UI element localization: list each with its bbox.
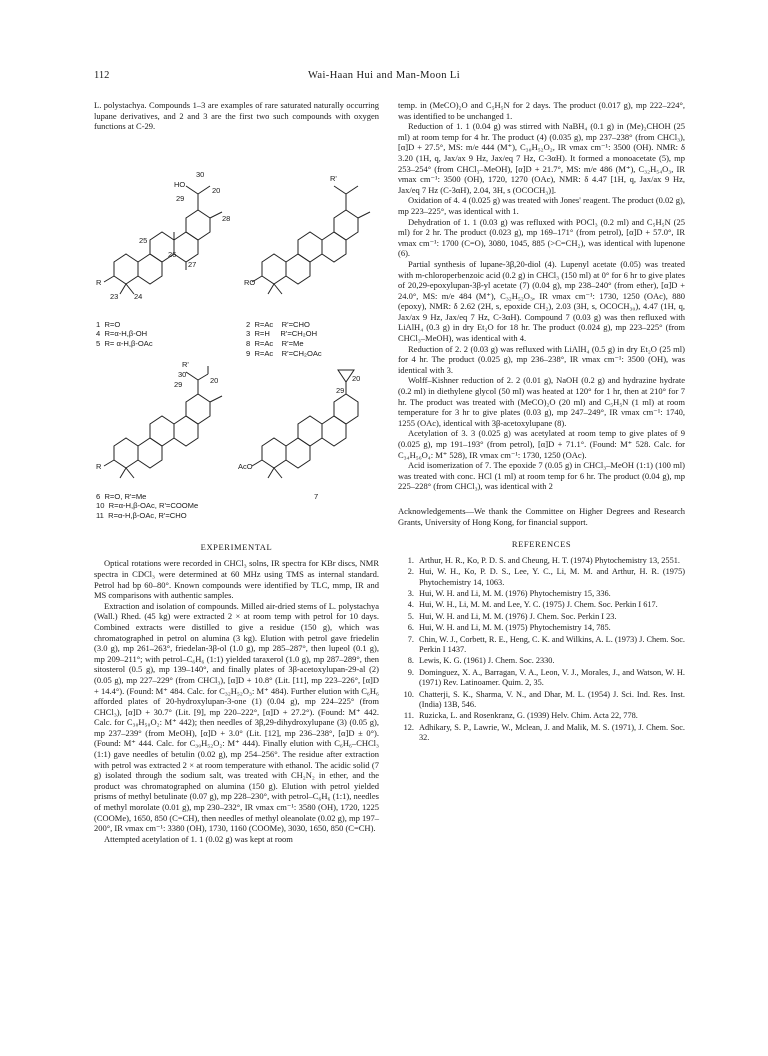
paragraph: Dehydration of 1. 1 (0.03 g) was refluxed with POCl₃ (0.2 ml) and C₅H₅N (25 ml) for 2 hr. The product (0.023 g), mp 169–171° (from petrol), [α]D + 57.0°, IR νmax cm⁻¹: 1700 (C=O), 3080, 1045, 885 (>C=CH₂), was identical with lupenone (6). xyxy=(398,216,685,259)
paragraph: Reduction of 1. 1 (0.04 g) was stirred with NaBH₄ (0.1 g) in (Me)₂CHOH (25 ml) at room temp for 4 hr. The product (4) (0.035 g), mp 237–238° (from CHCl₃), [α]D + 27.5°, MS: m/e 444 (M⁺), C₃₀H₅₂O₂, IR νmax cm⁻¹: 3500 (OH). NMR: δ 3.20 (1H, q, Jax/ax 9 Hz, Jax/eq 7 Hz, C-3αH). It formed a monoacetate (5), mp 253–254° (from CHCl₃–MeOH), [α]D + 21.7°, MS: m/e 486 (M⁺), C₃₂H₅₄O₃, IR νmax cm⁻¹: 3500 (OH), 1720, 1270 (OAc), NMR: δ 4.47 [1H, q, Jax/ax 9 Hz, Jax/eq 7 Hz (C-3αH), 2.04, 3H, s (OCOCH₃)]. xyxy=(398,121,685,195)
reference-number: 6. xyxy=(407,623,414,633)
section-title: EXPERIMENTAL xyxy=(200,541,273,552)
paragraph: Attempted acetylation of 1. 1 (0.02 g) was kept at room xyxy=(104,833,293,844)
atom-label: 29 xyxy=(174,379,183,389)
atom-label: AcO xyxy=(238,461,253,471)
reference-number: 5. xyxy=(407,611,414,621)
paragraph: Reduction of 2. 2 (0.03 g) was refluxed with LiAlH₄ (0.5 g) in dry Et₂O (25 ml) for 4 hr. The product (0.025 g), mp 236–238°, IR νmax cm⁻¹: 3500 (OH), was identical with 3. xyxy=(398,343,685,375)
reference-item xyxy=(398,567,685,588)
structure-caption: 2 R=Ac R'=CHO 3 R=H R'=CH₂OH 8 R=Ac R'=Me 9 R=Ac R'=CH₂OAc xyxy=(246,319,322,358)
reference-number: 7. xyxy=(407,634,414,644)
structure-figure xyxy=(94,132,379,530)
references-list xyxy=(398,556,685,744)
reference-item xyxy=(398,656,685,666)
structure-lupane-3 xyxy=(94,360,234,490)
structure-lupane-1 xyxy=(94,142,234,312)
atom-label: HO xyxy=(174,179,186,189)
reference-number: 9. xyxy=(407,667,414,677)
acknowledgements-text: Acknowledgements—We thank the Committee on Higher Degrees and Research Grants, University of Hong Kong, for financial support. xyxy=(398,505,685,527)
atom-label: 20 xyxy=(352,373,361,383)
atom-label: 24 xyxy=(134,291,143,301)
atom-label: 26 xyxy=(168,249,177,259)
references-title: REFERENCES xyxy=(511,539,572,550)
atom-label: R xyxy=(96,277,102,287)
reference-text: Arthur, H. R., Ko, P. D. S. and Cheung, H. T. (1974) Phytochemistry 13, 2551. xyxy=(419,555,680,565)
structure-caption: 1 R=O 4 R=α-H,β-OH 5 R= α-H,β-OAc xyxy=(96,319,153,348)
paragraph: Extraction and isolation of compounds. Milled air-dried stems of L. polystachya (Wall.) Rhed. (45 kg) were extracted 2 × at room temp with petrol for 10 days. Combined extracts were distilled to give a residue (150 g), which was chromatographed in petrol on alumina (3 kg). Elution with petrol gave friedelin (3.0 g), mp 261–263°, friedelan-3β-ol (1.0 g), mp 285–287°, then lupeol (0.1 g), mp 209–211°; with petrol–C₆H₆ (1:1) yielded taraxerol (1.0 g), mp 287–289°, then sitosterol (0.5 g), mp 139–140°, and finally plates of 3β-acetoxylupan-29-al (2) (0.05 g), mp 227–229° (from CHCl₃), [α]D + 10.8° (Lit. [11], mp 223–226°, [α]D + 14.4°). (Found: M⁺ 484. Calc. for C₃₂H₅₂O₃: M⁺ 484). Further elution with C₆H₆ afforded plates of 20-hydroxylupan-3-one (1) (0.04 g), mp 224–225° (from CHCl₃), [α]D + 30.7° (Lit. [9], mp 220–222°, [α]D + 27.2°). (Found: M⁺ 442. Calc. for C₃₀H₅₀O₂: M⁺ 442); then needles of 3β,29-dihydroxylupane (3) (0.05 g), mp 237–239° (from MeOH), [α]D + 3.0° (Lit. [12], mp 236–238°, [α]D ± 0°). (Found: M⁺ 444. Calc. for C₃₀H₅₂O₂: M⁺ 444). Finally elution with C₆H₆–CHCl₃ (1:1) gave needles of betulin (0.02 g), mp 254–256°. The residue after extraction with petrol was extracted 2 × at room temperature with ethanol. The acidic solid (7 g) isolated through the sodium salt, was treated with CH₂N₂ in ether, and the product was chromatographed on alumina (150 g). Elution with petrol yielded prisms of methyl betulinate (0.07 g), mp 228–230°, with petrol–C₆H₆ (1:1), needles of methyl morolate (0.01 g), mp 230–232°, IR νmax cm⁻¹: 3580 (OH), 1720, 1225 (COOMe), 1650, 850 (C=CH), then needles of methyl oleanolate (0.02 g), mp 197–200°, IR νmax cm⁻¹: 3380 (OH), 1730, 1160 (COOMe), 3030, 1650, 850 (C=CH). xyxy=(94,600,380,834)
reference-item xyxy=(398,600,685,610)
reference-text: Hui, W. H., Ko, P. D. S., Lee, Y. C., Li, M. M. and Arthur, H. R. (1975) Phytochemistry 14, 1063. xyxy=(419,567,685,587)
paragraph: Partial synthesis of lupane-3β,20-diol (4). Lupenyl acetate (0.05) was treated with m-chloroperbenzoic acid (0.2 g) in CHCl₃ (150 ml) at 0° for 6 hr to give plates of 20,29-epoxylupan-3β-yl acetate (7) (0.04 g), mp 238–240° (from ether), [α]D + 24.0°, MS: m/e 484 (M⁺), C₃₂H₅₂O₃, IR νmax cm⁻¹: 1730, 1250 (OAc), 880 (epoxy), NMR: δ 2.62 (2H, s, epoxide CH₂), 2.03 (3H, s, OCOCH₃₀), 4.47 (1H, q, Jax/ax 9 Hz, Jax/eq 7 Hz, C-3αH). Compound 7 (0.03 g) was then refluxed with LiAlH₄ (0.3 g) in dry Et₂O for 18 hr. The product (0.024 g), mp 223–225° (from CHCl₃–MeOH), was identical with 4. xyxy=(398,258,685,344)
atom-label: 30 xyxy=(178,369,187,379)
atom-label: 20 xyxy=(210,375,219,385)
reference-number: 11. xyxy=(403,711,414,721)
reference-item xyxy=(398,612,685,622)
reference-item xyxy=(398,556,685,566)
reference-number: 4. xyxy=(407,600,414,610)
acknowledgements xyxy=(398,506,685,527)
atom-label: 20 xyxy=(212,185,221,195)
reference-number: 1. xyxy=(407,555,414,565)
paragraph: Oxidation of 4. 4 (0.025 g) was treated with Jones' reagent. The product (0.02 g), mp 223–225°, was identical with 1. xyxy=(398,195,685,216)
atom-label: R' xyxy=(182,359,189,369)
page-number: 112 xyxy=(94,70,110,81)
reference-number: 3. xyxy=(407,588,414,598)
intro-paragraph: L. polystachya. Compounds 1–3 are examples of rare saturated naturally occurring lupane derivatives, and 2 and 3 are the first two such compounds with oxygen functions at C-29. xyxy=(94,100,379,132)
reference-item xyxy=(398,589,685,599)
reference-text: Adhikary, S. P., Lawrie, W., Mclean, J. and Malik, M. S. (1971), J. Chem. Soc. 32. xyxy=(419,722,685,743)
atom-label: 25 xyxy=(139,235,148,245)
paragraph: temp. in (MeCO)₂O and C₅H₅N for 2 days. The product (0.017 g), mp 222–224°, was identified to be unchanged 1. xyxy=(398,100,685,121)
right-column xyxy=(398,100,685,745)
reference-item xyxy=(398,635,685,656)
reference-item xyxy=(398,723,685,744)
atom-label: RO xyxy=(244,277,256,287)
reference-text: Lewis, K. G. (1961) J. Chem. Soc. 2330. xyxy=(419,656,555,666)
reference-item xyxy=(398,690,685,711)
atom-label: 29 xyxy=(336,385,345,395)
structure-epoxide xyxy=(238,360,379,490)
paragraph: Wolff–Kishner reduction of 2. 2 (0.01 g), NaOH (0.2 g) and hydrazine hydrate (0.2 ml) in diethylene glycol (50 ml) was heated at 120° for 1 hr, then at 210° for 7 hr. The product was treated with (MeCO)₂O (20 ml) and C₅H₅N (1 ml) at room temperature for 3 hr to give plates (0.03 g), mp 247–249°, IR νmax cm⁻¹: 1740, 1255 (OAc), identical with 3β-acetoxylupane (8). xyxy=(398,375,685,428)
reference-number: 10. xyxy=(403,689,414,699)
paragraph: Acid isomerization of 7. The epoxide 7 (0.05 g) in CHCl₃–MeOH (1:1) (100 ml) was treated with conc. HCl (1 ml) at room temp for 6 hr. The product (0.04 g), mp 225–228° (from CHCl₃), was identical with 2 xyxy=(398,460,685,492)
reference-text: Hui, W. H. and Li, M. M. (1976) Phytochemistry 15, 336. xyxy=(419,588,611,598)
atom-label: R xyxy=(96,461,102,471)
atom-label: 29 xyxy=(176,193,185,203)
structure-caption: 7 xyxy=(314,491,319,501)
reference-item xyxy=(398,711,685,721)
page-header xyxy=(94,70,674,88)
reference-text: Dominguez, X. A., Barragan, V. A., Leon, V. J., Morales, J., and Watson, W. H. (1971) Rev. Latinoamer. Quim. 2, 35. xyxy=(419,667,685,688)
reference-text: Hui, W. H. and Li, M. M. (1975) Phytochemistry 14, 785. xyxy=(419,623,611,633)
atom-label: 27 xyxy=(188,259,197,269)
reference-text: Hui, W. H., Li, M. M. and Lee, Y. C. (1975) J. Chem. Soc. Perkin I 617. xyxy=(419,600,658,610)
atom-label: 28 xyxy=(222,213,231,223)
reference-text: Chatterji, S. K., Sharma, V. N., and Dhar, M. L. (1954) J. Sci. Ind. Res. Inst. (India) 13B, 546. xyxy=(419,689,685,710)
reference-number: 8. xyxy=(407,656,414,666)
running-title: Wai-Haan Hui and Man-Moon Li xyxy=(307,70,461,81)
left-column xyxy=(94,100,379,844)
paragraph: Optical rotations were recorded in CHCl₃ solns, IR spectra for KBr discs, NMR spectra in CDCl₃ were determined at 60 MHz using TMS as internal standard. Petrol had bp 60–80°. Known compounds were identified by TLC, mmp, IR and MS comparisons with authentic samples. xyxy=(94,558,379,601)
reference-text: Hui, W. H. and Li, M. M. (1976) J. Chem. Soc. Perkin I 23. xyxy=(419,611,617,621)
reference-item xyxy=(398,668,685,689)
structure-lupane-2 xyxy=(244,142,379,312)
atom-label: 30 xyxy=(196,169,205,179)
structure-caption: 6 R=O, R'=Me 10 R=α-H,β-OAc, R'=COOMe 11 R=α-H,β-OAc, R'=CHO xyxy=(96,491,199,520)
atom-label: R' xyxy=(330,173,337,183)
atom-label: 23 xyxy=(110,291,119,301)
reference-text: Ruzicka, L. and Rosenkranz, G. (1939) Helv. Chim. Acta 22, 778. xyxy=(419,711,638,721)
paragraph: Acetylation of 3. 3 (0.025 g) was acetylated at room temp to give plates of 9 (0.025 g), mp 191–193° (from petrol), [α]D + 71.1°. (Found: M⁺ 528. Calc. for C₃₄H₅₆O₄: M⁺ 528), IR νmax cm⁻¹: 1730, 1250 (OAc). xyxy=(398,428,685,460)
reference-number: 2. xyxy=(407,567,414,577)
reference-text: Chin, W. J., Corbett, R. E., Heng, C. K. and Wilkins, A. L. (1973) J. Chem. Soc. Perkin I 1437. xyxy=(419,634,685,654)
reference-number: 12. xyxy=(403,722,414,732)
reference-item xyxy=(398,623,685,633)
